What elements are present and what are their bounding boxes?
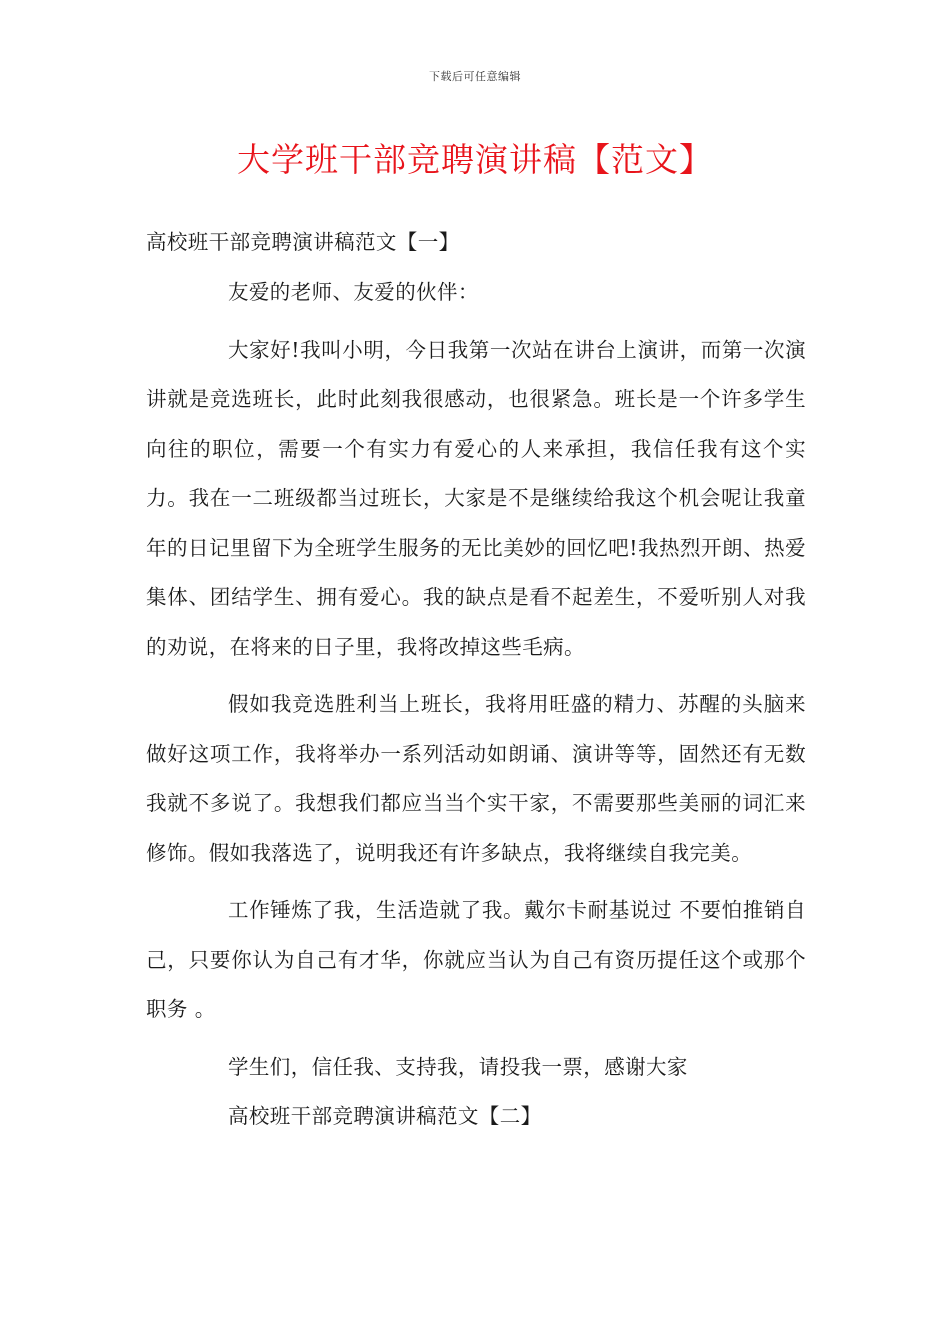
document-title: 大学班干部竞聘演讲稿【范文】 bbox=[237, 140, 713, 179]
paragraph-4: 学生们，信任我、支持我，请投我一票，感谢大家 bbox=[228, 1054, 688, 1079]
salutation: 友爱的老师、友爱的伙伴： bbox=[228, 280, 479, 304]
section-heading-2: 高校班干部竞聘演讲稿范文【二】 bbox=[228, 1104, 542, 1128]
section-heading-1: 高校班干部竞聘演讲稿范文【一】 bbox=[146, 230, 460, 254]
paragraph-2: 假如我竞选胜利当上班长，我将用旺盛的精力、苏醒的头脑来做好这项工作，我将举办一系列活动如朗诵、演讲等等，固然还有无数我就不多说了。我想我们都应当当个实干家，不需要那些美丽的词汇来修饰。假如我落选了，说明我还有许多缺点，我将继续自我完美。 bbox=[146, 692, 806, 865]
paragraph-3: 工作锤炼了我，生活造就了我。戴尔卡耐基说过 不要怕推销自己，只要你认为自己有才华，你就应当认为自己有资历提任这个或那个职务 。 bbox=[146, 898, 806, 1021]
paragraph-1: 大家好!我叫小明，今日我第一次站在讲台上演讲，而第一次演讲就是竞选班长，此时此刻我很感动，也很紧急。班长是一个许多学生向往的职位，需要一个有实力有爱心的人来承担，我信任我有这个实力。我在一二班级都当过班长，大家是不是继续给我这个机会呢让我童年的日记里留下为全班学生服务的无比美妙的回忆吧!我热烈开朗、热爱集体、团结学生、拥有爱心。我的缺点是看不起差生，不爱听别人对我的劝说，在将来的日子里，我将改掉这些毛病。 bbox=[146, 337, 806, 659]
document-body bbox=[146, 268, 806, 1142]
header-note: 下载后可任意编辑 bbox=[429, 70, 521, 83]
